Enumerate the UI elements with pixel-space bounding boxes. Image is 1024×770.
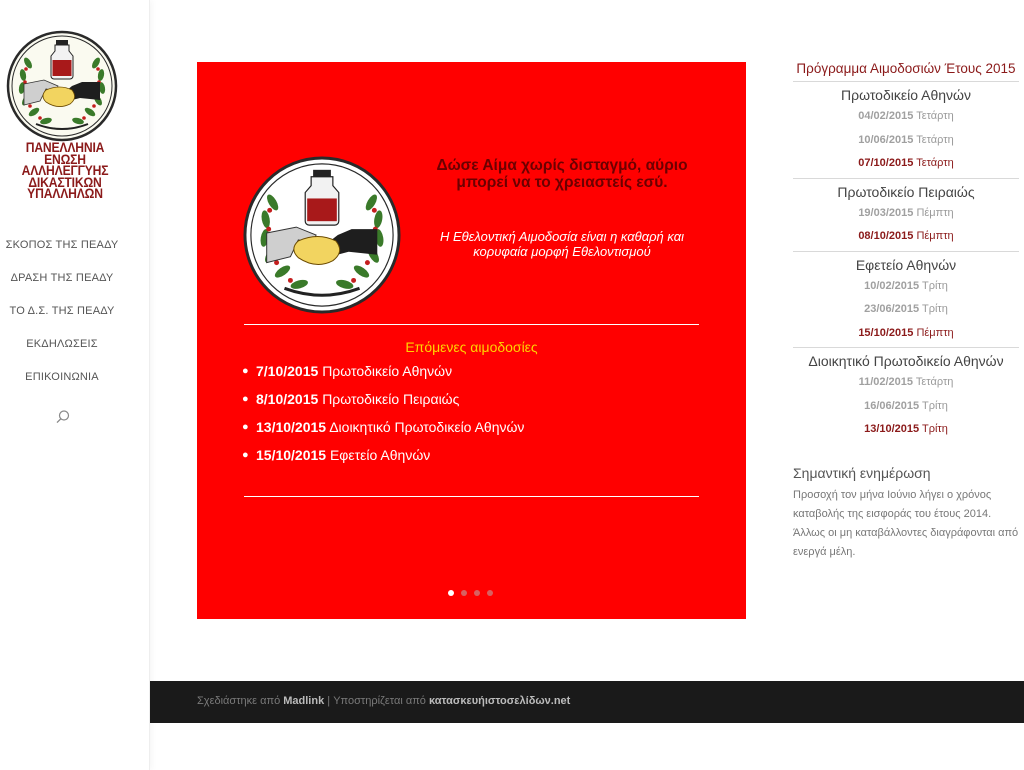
designed-by-label: Σχεδιάστηκε από <box>197 695 281 707</box>
divider <box>244 496 699 497</box>
search-button[interactable] <box>55 409 71 425</box>
logo-line: ΔΙΚΑΣΤΙΚΩΝ <box>28 174 102 190</box>
logo-line: ΠΑΝΕΛΛΗΝΙΑ <box>25 140 105 155</box>
slide-subline: Η Εθελοντική Αιμοδοσία είναι η καθαρή και κορυφαία μορφή Εθελοντισμού <box>439 229 685 259</box>
notice-title: Σημαντική ενημέρωση <box>793 464 931 481</box>
schedule-day: Τρίτη <box>922 303 948 315</box>
date-row <box>793 129 1019 153</box>
schedule-date: 11/02/2015 <box>858 376 914 388</box>
date-row-next <box>793 225 1019 249</box>
event-date: 8/10/2015 <box>256 391 319 407</box>
footer-separator: | <box>327 695 331 707</box>
schedule-date: 23/06/2015 <box>864 303 920 315</box>
court-name: Εφετείο Αθηνών <box>855 256 957 273</box>
logo-text <box>9 142 121 200</box>
upcoming-events-list <box>242 360 702 472</box>
court-block <box>793 348 1019 444</box>
schedule-date: 16/06/2015 <box>864 399 920 412</box>
supporter-link[interactable]: κατασκευήιστοσελίδων.net <box>428 695 571 707</box>
schedule-day: Τετάρτη <box>916 133 954 146</box>
schedule-day: Τρίτη <box>922 399 948 412</box>
supported-by-label: Υποστηρίζεται από <box>333 695 426 707</box>
search-icon <box>55 409 71 425</box>
list-item <box>242 416 702 444</box>
schedule-day: Τρίτη <box>922 279 948 292</box>
divider <box>244 324 699 325</box>
date-row <box>793 371 1019 395</box>
logo-line: ΥΠΑΛΛΗΛΩΝ <box>27 186 103 201</box>
schedule-date: 04/02/2015 <box>858 110 914 122</box>
court-block <box>793 82 1019 179</box>
blood-donation-emblem-icon <box>243 156 401 314</box>
main-nav <box>0 236 124 401</box>
logo-line: ΑΛΛΗΛΕΓΓΥΗΣ <box>21 163 109 178</box>
date-row <box>793 105 1019 129</box>
schedule-date: 08/10/2015 <box>858 230 914 242</box>
blood-donation-emblem-icon <box>6 30 118 142</box>
event-date: 7/10/2015 <box>256 363 319 379</box>
event-place: Πρωτοδικείο Πειραιώς <box>322 391 460 407</box>
schedule-day: Τετάρτη <box>916 157 954 169</box>
slider-dot-1[interactable] <box>448 590 454 596</box>
date-row <box>793 275 1019 299</box>
event-date: 15/10/2015 <box>256 447 327 463</box>
schedule-date: 13/10/2015 <box>864 423 920 435</box>
date-row-next <box>793 152 1019 176</box>
schedule-date: 10/06/2015 <box>858 133 914 146</box>
right-sidebar <box>793 58 1019 562</box>
list-item <box>242 444 702 472</box>
court-block <box>793 252 1019 349</box>
bullet: ● <box>242 393 249 405</box>
nav-item-ekdiloseis[interactable]: ΕΚΔΗΛΩΣΕΙΣ <box>26 338 98 350</box>
slider-dot-3[interactable] <box>474 590 480 596</box>
designer-link[interactable]: Madlink <box>283 695 325 707</box>
schedule-date: 10/02/2015 <box>864 279 920 292</box>
sidebar <box>0 0 150 770</box>
schedule-day: Τετάρτη <box>916 110 954 122</box>
court-block <box>793 179 1019 252</box>
event-date: 13/10/2015 <box>256 419 327 435</box>
court-name: Πρωτοδικείο Αθηνών <box>841 87 971 103</box>
schedule-day: Πέμπτη <box>916 326 954 339</box>
nav-item-epikoinonia[interactable]: ΕΠΙΚΟΙΝΩΝΙΑ <box>25 371 99 383</box>
schedule-day: Τετάρτη <box>915 376 954 388</box>
event-place: Διοικητικό Πρωτοδικείο Αθηνών <box>329 419 525 435</box>
footer <box>150 681 1024 723</box>
site-logo[interactable] <box>3 28 121 202</box>
notice-body: Προσοχή τον μήνα Ιούνιο λήγει ο χρόνος καταβολής της εισφοράς του έτους 2014. Άλλως οι μη καταβάλλοντες διαγράφονται από ενεργά μέλη. <box>793 488 1019 558</box>
date-row <box>793 395 1019 419</box>
slider-dot-2[interactable] <box>461 590 467 596</box>
schedule-date: 15/10/2015 <box>858 326 914 339</box>
schedule-day: Πέμπτη <box>916 206 954 219</box>
court-name: Διοικητικό Πρωτοδικείο Αθηνών <box>808 353 1004 369</box>
event-place: Πρωτοδικείο Αθηνών <box>322 363 453 379</box>
hero-slider <box>197 62 746 619</box>
schedule-day: Τρίτη <box>922 423 948 435</box>
list-item <box>242 360 702 388</box>
date-row <box>793 298 1019 322</box>
bullet: ● <box>242 449 249 461</box>
bullet: ● <box>242 421 249 433</box>
bullet: ● <box>242 365 249 377</box>
schedule-date: 07/10/2015 <box>858 157 914 169</box>
slider-dot-4[interactable] <box>487 590 493 596</box>
nav-item-ds[interactable]: ΤΟ Δ.Σ. ΤΗΣ ΠΕΑΔΥ <box>9 305 115 317</box>
date-row <box>793 202 1019 226</box>
list-item <box>242 388 702 416</box>
slider-pagination <box>448 583 500 591</box>
next-donations-title: Επόμενες αιμοδοσίες <box>405 339 538 355</box>
court-name: Πρωτοδικείο Πειραιώς <box>837 183 975 200</box>
footer-credits <box>197 695 570 707</box>
nav-item-drasi[interactable]: ΔΡΑΣΗ ΤΗΣ ΠΕΑΔΥ <box>10 272 114 284</box>
date-row-next <box>793 322 1019 346</box>
schedule-date: 19/03/2015 <box>858 206 914 219</box>
logo-line: ΕΝΩΣΗ <box>44 151 86 167</box>
slide-headline: Δώσε Αίμα χωρίς δισταγμό, αύριο μπορεί να το χρειαστείς εσύ. <box>436 157 688 191</box>
date-row-next <box>793 418 1019 442</box>
schedule-title: Πρόγραμμα Αιμοδοσιών Έτους 2015 <box>793 58 1019 82</box>
event-place: Εφετείο Αθηνών <box>329 447 431 463</box>
schedule-day: Πέμπτη <box>916 230 954 242</box>
nav-item-skopos[interactable]: ΣΚΟΠΟΣ ΤΗΣ ΠΕΑΔΥ <box>5 239 119 251</box>
